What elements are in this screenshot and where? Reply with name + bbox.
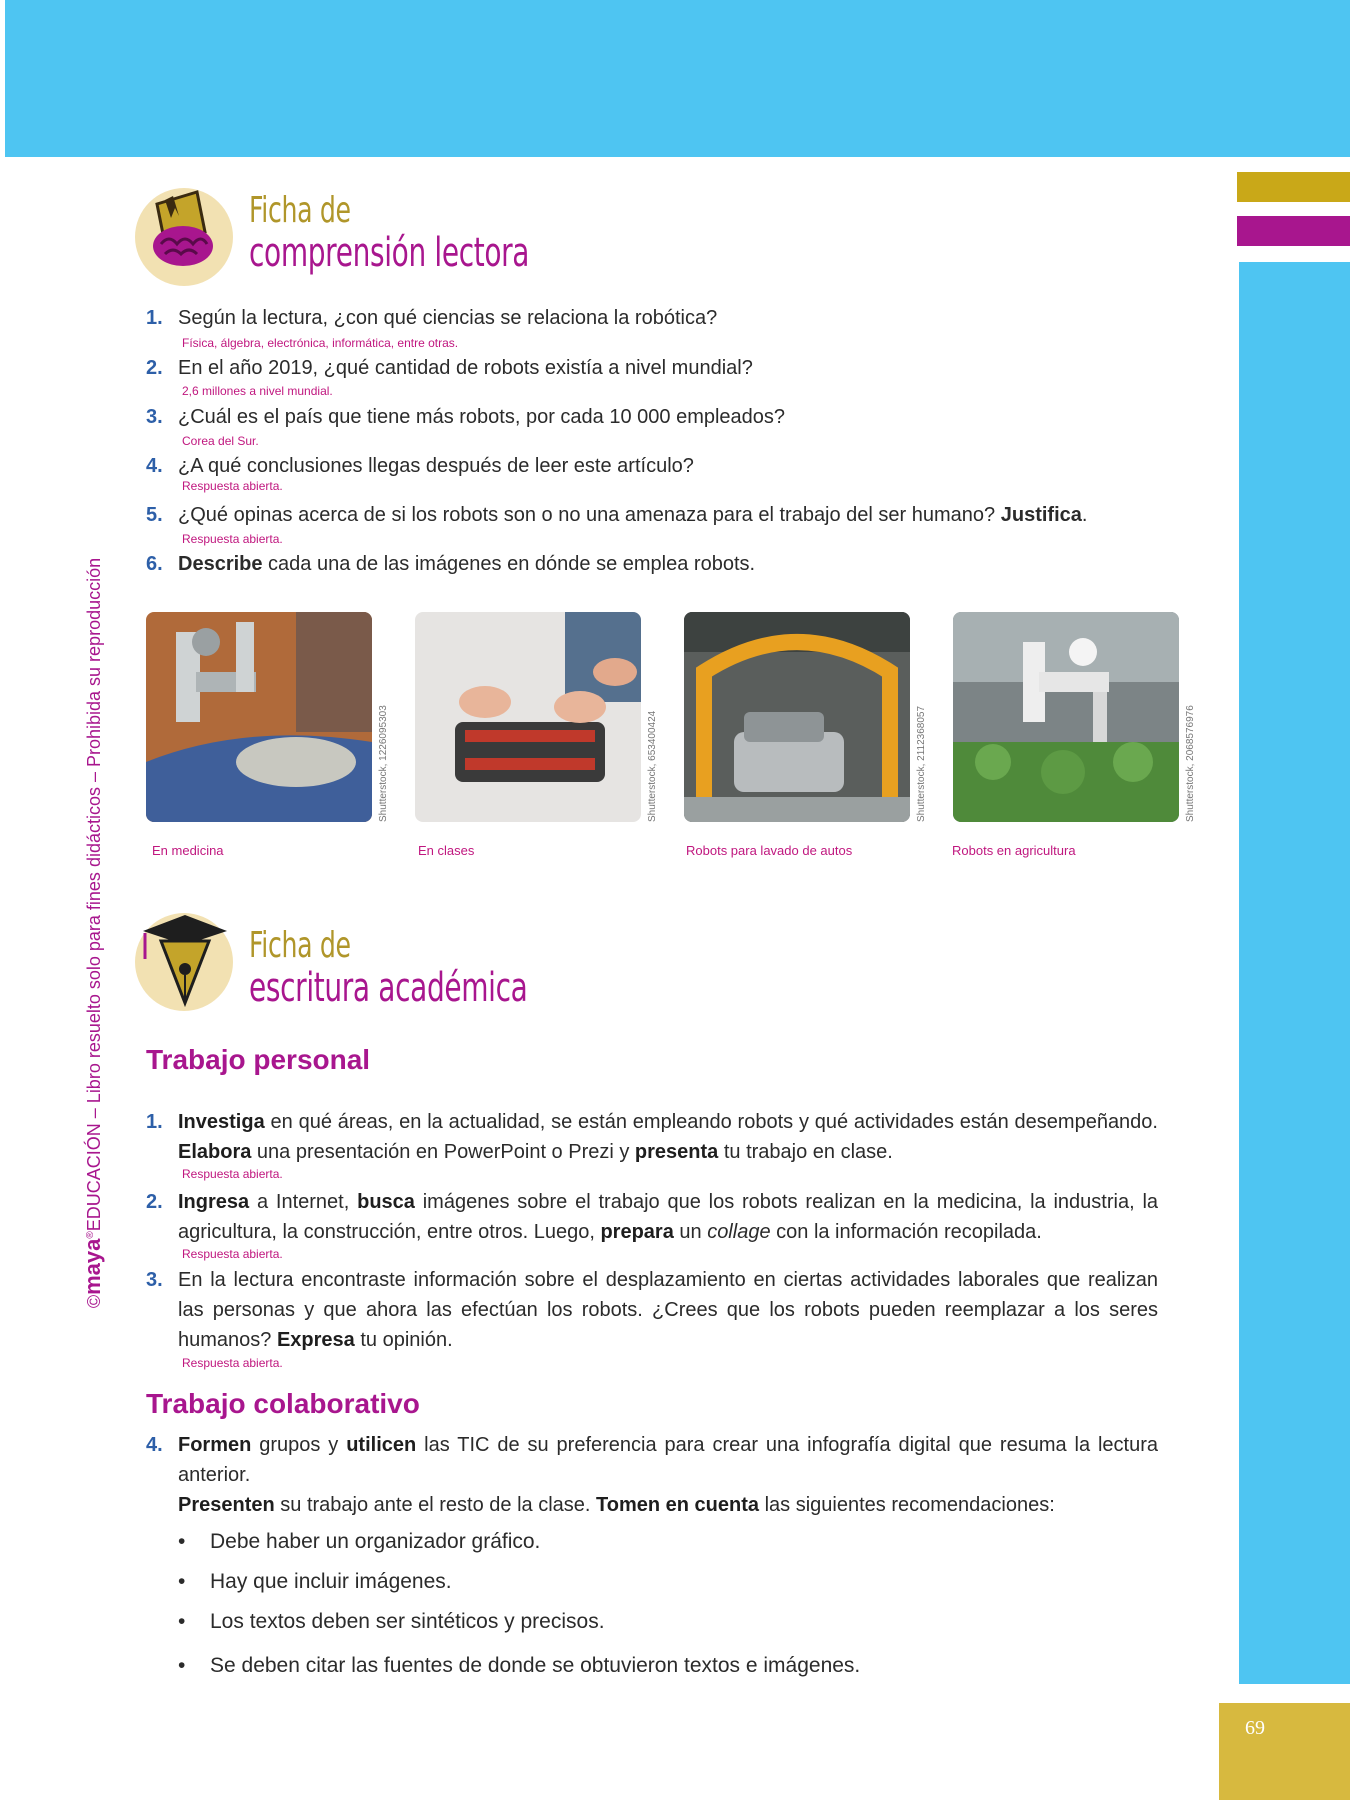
top-band-edge: [0, 0, 5, 157]
gold-tab-marker: [1237, 172, 1350, 202]
bullet-item-1: • Debe haber un organizador gráfico.: [178, 1530, 541, 1553]
reading-question-6: 6. Describe cada una de las imágenes en dónde se emplea robots.: [146, 553, 756, 575]
reading-title-line2: comprensión lectora: [249, 230, 530, 276]
photo-car-wash: [684, 612, 910, 822]
collaborative-work-heading: Trabajo colaborativo: [146, 1388, 420, 1419]
writing-answer-3: Respuesta abierta.: [182, 1356, 283, 1370]
page-number: 69: [1245, 1717, 1265, 1739]
writing-title-line1: Ficha de: [249, 925, 351, 966]
reading-answer-2: 2,6 millones a nivel mundial.: [182, 384, 333, 398]
reading-question-1: 1. Según la lectura, ¿con qué ciencias se relaciona la robótica?: [146, 307, 718, 329]
graduation-pen-icon: [135, 913, 233, 1011]
reading-question-3: 3. ¿Cuál es el país que tiene más robots, por cada 10 000 empleados?: [146, 406, 786, 428]
reading-title-line1: Ficha de: [249, 190, 351, 231]
photo-credit-1: Shutterstock, 1226095303: [378, 705, 389, 822]
photo-caption-4: Robots en agricultura: [952, 843, 1076, 858]
magenta-tab-marker: [1237, 216, 1350, 246]
photo-credit-3: Shutterstock, 2112368057: [916, 705, 927, 822]
copyright-text: EDUCACIÓN – Libro resuelto solo para fines didácticos – Prohibida su reproducción: [84, 557, 104, 1232]
reading-answer-5: Respuesta abierta.: [182, 532, 283, 546]
writing-item-1: 1. Investiga en qué áreas, en la actualidad, se están empleando robots y qué actividades están desempeñando. Elabora una presentación en PowerPoint o Prezi y presenta tu trabajo en clase.: [146, 1111, 1158, 1163]
reading-answer-1: Física, álgebra, electrónica, informática, entre otras.: [182, 336, 459, 350]
bullet-item-3: • Los textos deben ser sintéticos y precisos.: [178, 1610, 605, 1633]
right-color-band: [1239, 262, 1350, 1684]
photo-credit-2: Shutterstock, 653400424: [647, 710, 658, 822]
photo-caption-3: Robots para lavado de autos: [686, 843, 853, 858]
reading-question-2: 2. En el año 2019, ¿qué cantidad de robots existía a nivel mundial?: [146, 357, 753, 379]
bullet-item-4: • Se deben citar las fuentes de donde se obtuvieron textos e imágenes.: [178, 1654, 861, 1677]
reading-answer-3: Corea del Sur.: [182, 434, 259, 448]
top-color-band: [0, 0, 1350, 157]
bullet-item-2: • Hay que incluir imágenes.: [178, 1570, 452, 1593]
registered-symbol: ®: [85, 1231, 96, 1239]
photo-caption-1: En medicina: [152, 843, 224, 858]
writing-title-line2: escritura académica: [249, 965, 528, 1011]
copyright-symbol: ©: [84, 1294, 104, 1309]
personal-work-heading: Trabajo personal: [146, 1044, 371, 1075]
reading-question-4: 4. ¿A qué conclusiones llegas después de leer este artículo?: [146, 455, 694, 477]
writing-item-2: 2. Ingresa a Internet, busca imágenes sobre el trabajo que los robots realizan en la medicina, la industria, la agricultura, la construcción, entre otros. Luego, prepara un collage con la información recopilada.: [146, 1191, 1159, 1243]
photo-agriculture: [953, 612, 1179, 822]
writing-item-4: 4. Formen grupos y utilicen las TIC de su preferencia para crear una infografía digital que resuma la lectura anterior. Presenten su trabajo ante el resto de la clase. Tomen en cuenta las siguientes recomendaciones:: [146, 1434, 1159, 1516]
page-number-box: [1219, 1703, 1350, 1800]
photo-medicine: [146, 612, 372, 822]
photo-caption-2: En clases: [418, 843, 475, 858]
photo-credit-4: Shutterstock, 2068576976: [1185, 705, 1196, 822]
writing-answer-2: Respuesta abierta.: [182, 1247, 283, 1261]
photo-classes: [415, 612, 641, 822]
reading-answer-4: Respuesta abierta.: [182, 479, 283, 493]
brand-name: maya: [80, 1238, 105, 1295]
reading-question-5: 5. ¿Qué opinas acerca de si los robots son o no una amenaza para el trabajo del ser humano? Justifica.: [146, 504, 1088, 526]
book-brain-icon: [135, 188, 233, 286]
writing-item-3: 3. En la lectura encontraste información sobre el desplazamiento en ciertas actividades laborales que realizan las personas y que ahora las efectúan los robots. ¿Crees que los robots pueden reemplazar a los seres humanos? Expresa tu opinión.: [146, 1269, 1158, 1351]
writing-answer-1: Respuesta abierta.: [182, 1167, 283, 1181]
vertical-copyright-note: [80, 533, 110, 1333]
